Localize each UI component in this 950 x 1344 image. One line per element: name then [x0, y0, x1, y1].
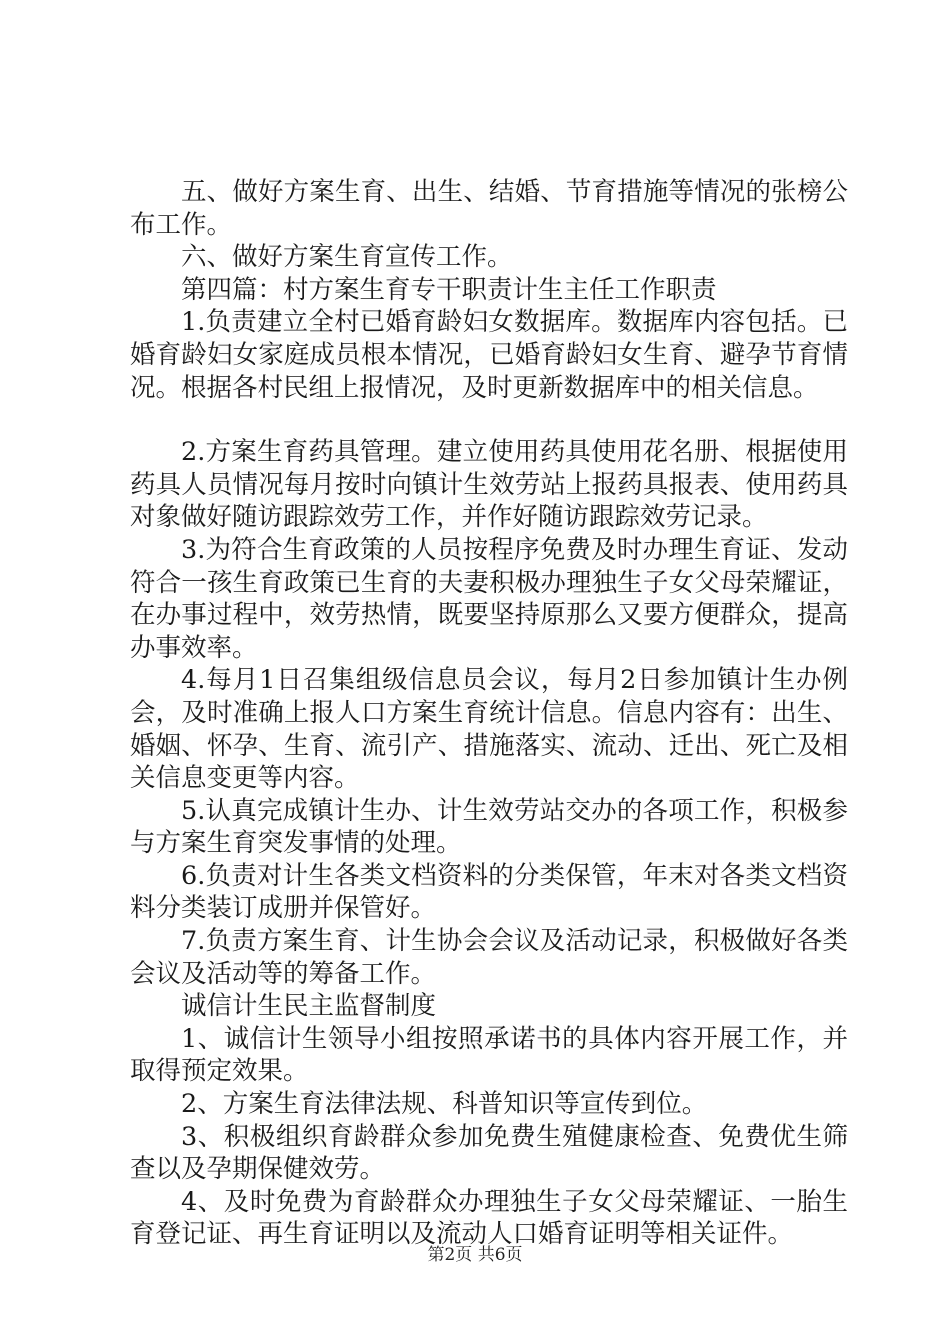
duty-item-3: 3.为符合生育政策的人员按程序免费及时办理生育证、发动符合一孩生育政策已生育的夫妻积极办理独生子女父母荣耀证，在办事过程中，效劳热情，既要坚持原那么又要方便群众，提高办事效率。 — [130, 534, 848, 663]
section-heading-part-4: 第四篇：村方案生育专干职责计生主任工作职责 — [181, 274, 717, 305]
supervision-item-3: 3、积极组织育龄群众参加免费生殖健康检查、免费优生筛查以及孕期保健效劳。 — [130, 1121, 848, 1185]
supervision-item-1: 1、诚信计生领导小组按照承诺书的具体内容开展工作，并取得预定效果。 — [130, 1023, 848, 1087]
document-body — [130, 176, 848, 1251]
duty-item-7: 7.负责方案生育、计生协会会议及活动记录，积极做好各类会议及活动等的筹备工作。 — [130, 926, 848, 989]
section-heading-supervision: 诚信计生民主监督制度 — [181, 991, 437, 1022]
duty-item-2: 2.方案生育药具管理。建立使用药具使用花名册、根据使用药具人员情况每月按时向镇计生效劳站上报药具报表、使用药具对象做好随访跟踪效劳工作，并作好随访跟踪效劳记录。 — [130, 437, 848, 533]
page-footer — [0, 1245, 950, 1265]
duty-item-4: 4.每月1日召集组级信息员会议，每月2日参加镇计生办例会，及时准确上报人口方案生育统计信息。信息内容有：出生、婚姻、怀孕、生育、流引产、措施落实、流动、迁出、死亡及相关信息变更等内容。 — [130, 665, 848, 794]
paragraph-item-6-promotion: 六、做好方案生育宣传工作。 — [181, 242, 513, 273]
duty-item-1: 1.负责建立全村已婚育龄妇女数据库。数据库内容包括。已婚育龄妇女家庭成员根本情况，已婚育龄妇女生育、避孕节育情况。根据各村民组上报情况，及时更新数据库中的相关信息。 — [130, 307, 848, 403]
paragraph-item-5-publicity: 五、做好方案生育、出生、结婚、节育措施等情况的张榜公布工作。 — [130, 177, 848, 240]
duty-item-5: 5.认真完成镇计生办、计生效劳站交办的各项工作，积极参与方案生育突发事情的处理。 — [130, 795, 848, 859]
page-number: 第2页 共6页 — [427, 1245, 523, 1265]
supervision-item-4: 4、及时免费为育龄群众办理独生子女父母荣耀证、一胎生育登记证、再生育证明以及流动人口婚育证明等相关证件。 — [130, 1186, 848, 1250]
supervision-item-2: 2、方案生育法律法规、科普知识等宣传到位。 — [181, 1089, 708, 1120]
duty-item-6: 6.负责对计生各类文档资料的分类保管，年末对各类文档资料分类装订成册并保管好。 — [130, 860, 848, 924]
